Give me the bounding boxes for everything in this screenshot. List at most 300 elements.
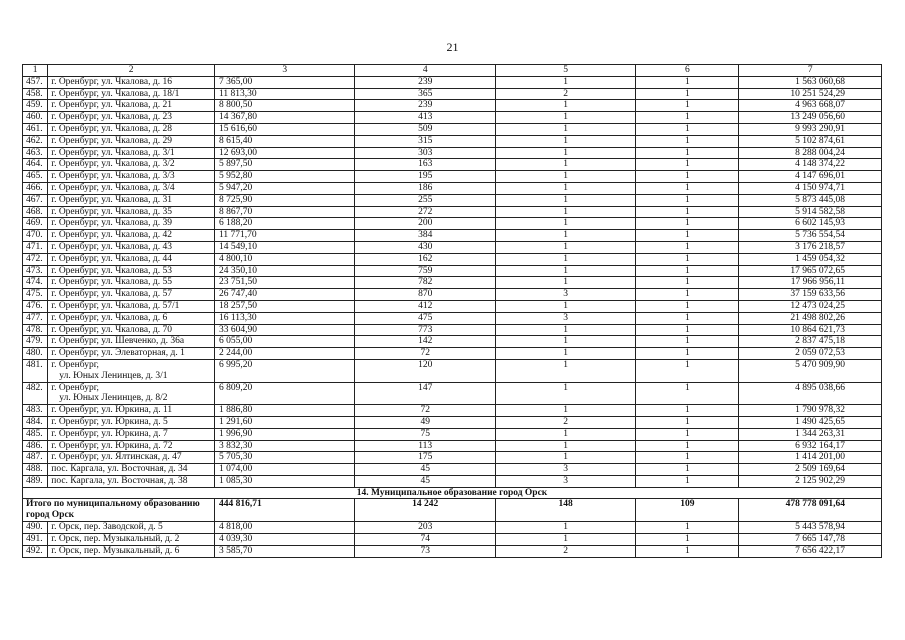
cell-col6: 1: [636, 300, 739, 312]
cell-col5: 2: [495, 416, 635, 428]
table-row: [23, 100, 882, 112]
cell-col5: 1: [495, 135, 635, 147]
row-number: 471.: [23, 241, 48, 253]
residents: 413: [355, 112, 495, 124]
cell-col5: 1: [495, 440, 635, 452]
address: пос. Каргала, ул. Восточная, д. 38: [48, 475, 215, 487]
table-row: [23, 416, 882, 428]
area: 6 995,20: [214, 359, 354, 382]
table-row: [23, 159, 882, 171]
address: г. Оренбург, ул. Элеваторная, д. 1: [48, 348, 215, 360]
residents: 175: [355, 452, 495, 464]
address: г. Оренбург, ул. Чкалова, д. 3/4: [48, 182, 215, 194]
area: 5 897,50: [214, 159, 354, 171]
address: г. Оренбург, ул. Чкалова, д. 35: [48, 206, 215, 218]
area: 5 952,80: [214, 171, 354, 183]
residents: 162: [355, 253, 495, 265]
row-number: 464.: [23, 159, 48, 171]
table-row: [23, 336, 882, 348]
cell-col6: 1: [636, 405, 739, 417]
address-line-2: ул. Юных Ленинцев, д. 3/1: [59, 370, 168, 381]
area: 7 365,00: [214, 76, 354, 88]
area: 2 244,00: [214, 348, 354, 360]
table-row: [23, 147, 882, 159]
row-number: 468.: [23, 206, 48, 218]
row-number: 477.: [23, 312, 48, 324]
row-number: 480.: [23, 348, 48, 360]
row-number: 461.: [23, 123, 48, 135]
header-col-3: 3: [214, 65, 354, 77]
row-number: 485.: [23, 428, 48, 440]
table-row: [23, 405, 882, 417]
cell-col5: 3: [495, 464, 635, 476]
cell-col5: 1: [495, 300, 635, 312]
cell-col6: 1: [636, 324, 739, 336]
residents: 255: [355, 194, 495, 206]
header-col-1: 1: [23, 65, 48, 77]
area: 4 039,30: [214, 534, 354, 546]
area: 4 818,00: [214, 522, 354, 534]
section-title: 14. Муниципальное образование город Орск: [23, 487, 882, 499]
row-number: 469.: [23, 218, 48, 230]
area: 15 616,60: [214, 123, 354, 135]
area: 14 367,80: [214, 112, 354, 124]
row-number: 472.: [23, 253, 48, 265]
cell-col6: 1: [636, 382, 739, 405]
cell-col5: 3: [495, 475, 635, 487]
area: 24 350,10: [214, 265, 354, 277]
cell-col5: 1: [495, 265, 635, 277]
table-row: [23, 546, 882, 558]
table-row: [23, 324, 882, 336]
residents: 365: [355, 88, 495, 100]
cell-col6: 1: [636, 336, 739, 348]
address: г. Орск, пер. Заводской, д. 5: [48, 522, 215, 534]
area: 8 800,50: [214, 100, 354, 112]
area: 4 800,10: [214, 253, 354, 265]
total-row: [23, 499, 882, 522]
cell-col6: 1: [636, 100, 739, 112]
row-number: 487.: [23, 452, 48, 464]
amount: 7 656 422,17: [739, 546, 882, 558]
total-amount: 478 778 091,64: [739, 499, 882, 522]
address: г. Оренбург, ул. Чкалова, д. 70: [48, 324, 215, 336]
amount: 2 509 169,64: [739, 464, 882, 476]
address: г. Оренбург, ул. Чкалова, д. 31: [48, 194, 215, 206]
cell-col5: 1: [495, 112, 635, 124]
cell-col5: 1: [495, 522, 635, 534]
area: 5 947,20: [214, 182, 354, 194]
amount: 2 125 902,29: [739, 475, 882, 487]
address: г. Оренбург, ул. Чкалова, д. 53: [48, 265, 215, 277]
residents: 163: [355, 159, 495, 171]
section-header-row: [23, 487, 882, 499]
residents: 782: [355, 277, 495, 289]
cell-col6: 1: [636, 277, 739, 289]
row-number: 479.: [23, 336, 48, 348]
address: г. Оренбург, ул. Чкалова, д. 3/3: [48, 171, 215, 183]
header-col-6: 6: [636, 65, 739, 77]
row-number: 460.: [23, 112, 48, 124]
amount: 17 965 072,65: [739, 265, 882, 277]
table-row: [23, 277, 882, 289]
table-row: [23, 382, 882, 405]
amount: 12 473 024,25: [739, 300, 882, 312]
amount: 5 736 554,54: [739, 230, 882, 242]
area: 23 751,50: [214, 277, 354, 289]
cell-col5: 1: [495, 123, 635, 135]
column-number-header: [23, 65, 882, 77]
cell-col5: 1: [495, 452, 635, 464]
address: г. Оренбург, ул. Чкалова, д. 28: [48, 123, 215, 135]
cell-col6: 1: [636, 171, 739, 183]
address: г. Оренбург, ул. Чкалова, д. 57: [48, 289, 215, 301]
amount: 5 914 582,58: [739, 206, 882, 218]
row-number: 492.: [23, 546, 48, 558]
cell-col5: 2: [495, 88, 635, 100]
address: г. Оренбург, ул. Юркина, д. 72: [48, 440, 215, 452]
row-number: 458.: [23, 88, 48, 100]
table-row: [23, 253, 882, 265]
cell-col6: 1: [636, 88, 739, 100]
amount: 4 150 974,71: [739, 182, 882, 194]
amount: 5 873 445,08: [739, 194, 882, 206]
residents: 315: [355, 135, 495, 147]
cell-col6: 1: [636, 534, 739, 546]
table-row: [23, 182, 882, 194]
cell-col6: 1: [636, 159, 739, 171]
row-number: 491.: [23, 534, 48, 546]
cell-col6: 1: [636, 135, 739, 147]
amount: 4 963 668,07: [739, 100, 882, 112]
cell-col5: 3: [495, 312, 635, 324]
table-row: [23, 475, 882, 487]
amount: 17 966 956,11: [739, 277, 882, 289]
amount: 21 498 802,26: [739, 312, 882, 324]
area: 11 813,30: [214, 88, 354, 100]
area: 8 615,40: [214, 135, 354, 147]
row-number: 462.: [23, 135, 48, 147]
cell-col6: 1: [636, 265, 739, 277]
residents: 239: [355, 76, 495, 88]
cell-col5: 1: [495, 277, 635, 289]
amount: 37 159 633,56: [739, 289, 882, 301]
area: 5 705,30: [214, 452, 354, 464]
area: 8 867,70: [214, 206, 354, 218]
cell-col6: 1: [636, 182, 739, 194]
residents: 74: [355, 534, 495, 546]
cell-col6: 1: [636, 546, 739, 558]
table-row: [23, 112, 882, 124]
area: 6 055,00: [214, 336, 354, 348]
residents: 73: [355, 546, 495, 558]
address: г. Орск, пер. Музыкальный, д. 2: [48, 534, 215, 546]
cell-col5: 1: [495, 206, 635, 218]
amount: 6 602 145,93: [739, 218, 882, 230]
row-number: 484.: [23, 416, 48, 428]
residents: 45: [355, 464, 495, 476]
amount: 1 490 425,65: [739, 416, 882, 428]
cell-col6: 1: [636, 206, 739, 218]
table-row: [23, 135, 882, 147]
address: г. Оренбург, ул. Чкалова, д. 29: [48, 135, 215, 147]
table-row: [23, 440, 882, 452]
address: г. Оренбург, ул. Юркина, д. 7: [48, 428, 215, 440]
amount: 10 251 524,29: [739, 88, 882, 100]
cell-col5: 1: [495, 147, 635, 159]
residents: 509: [355, 123, 495, 135]
amount: 4 147 696,01: [739, 171, 882, 183]
area: 18 257,50: [214, 300, 354, 312]
amount: 1 790 978,32: [739, 405, 882, 417]
cell-col5: 2: [495, 546, 635, 558]
cell-col5: 3: [495, 289, 635, 301]
cell-col6: 1: [636, 218, 739, 230]
amount: 9 993 290,91: [739, 123, 882, 135]
address: [48, 359, 215, 382]
residents: 72: [355, 348, 495, 360]
residents: 430: [355, 241, 495, 253]
row-number: 470.: [23, 230, 48, 242]
residents: 200: [355, 218, 495, 230]
area: 1 886,80: [214, 405, 354, 417]
cell-col5: 1: [495, 324, 635, 336]
area: 3 832,30: [214, 440, 354, 452]
table-row: [23, 300, 882, 312]
cell-col6: 1: [636, 76, 739, 88]
amount: 7 665 147,78: [739, 534, 882, 546]
area: 26 747,40: [214, 289, 354, 301]
row-number: 483.: [23, 405, 48, 417]
address: г. Оренбург, ул. Чкалова, д. 44: [48, 253, 215, 265]
cell-col5: 1: [495, 405, 635, 417]
residents: 45: [355, 475, 495, 487]
table-row: [23, 464, 882, 476]
address: г. Оренбург, ул. Чкалова, д. 23: [48, 112, 215, 124]
address: г. Оренбург, ул. Чкалова, д. 18/1: [48, 88, 215, 100]
cell-col5: 1: [495, 359, 635, 382]
row-number: 457.: [23, 76, 48, 88]
area: 8 725,90: [214, 194, 354, 206]
cell-col6: 1: [636, 475, 739, 487]
row-number: 459.: [23, 100, 48, 112]
residents: 120: [355, 359, 495, 382]
table-row: [23, 522, 882, 534]
area: 12 693,00: [214, 147, 354, 159]
amount: 3 176 218,57: [739, 241, 882, 253]
amount: 8 288 004,24: [739, 147, 882, 159]
address: г. Оренбург, ул. Шевченко, д. 36а: [48, 336, 215, 348]
address: г. Оренбург, ул. Ялтинская, д. 47: [48, 452, 215, 464]
address: г. Оренбург, ул. Чкалова, д. 21: [48, 100, 215, 112]
row-number: 466.: [23, 182, 48, 194]
area: 1 074,00: [214, 464, 354, 476]
total-area: 444 816,71: [214, 499, 354, 522]
area: 33 604,90: [214, 324, 354, 336]
cell-col6: 1: [636, 522, 739, 534]
amount: 2 837 475,18: [739, 336, 882, 348]
residents: 475: [355, 312, 495, 324]
residents: 113: [355, 440, 495, 452]
cell-col6: 1: [636, 147, 739, 159]
address-line-1: г. Оренбург,: [51, 382, 99, 393]
row-number: 482.: [23, 382, 48, 405]
cell-col6: 1: [636, 289, 739, 301]
cell-col6: 1: [636, 112, 739, 124]
cell-col6: 1: [636, 464, 739, 476]
amount: 10 864 621,73: [739, 324, 882, 336]
row-number: 481.: [23, 359, 48, 382]
cell-col6: 1: [636, 241, 739, 253]
header-col-2: 2: [48, 65, 215, 77]
address: пос. Каргала, ул. Восточная, д. 34: [48, 464, 215, 476]
residents: 303: [355, 147, 495, 159]
address: г. Оренбург, ул. Чкалова, д. 57/1: [48, 300, 215, 312]
amount: 1 459 054,32: [739, 253, 882, 265]
row-number: 488.: [23, 464, 48, 476]
amount: 1 344 263,31: [739, 428, 882, 440]
address: г. Оренбург, ул. Чкалова, д. 43: [48, 241, 215, 253]
table-row: [23, 171, 882, 183]
row-number: 476.: [23, 300, 48, 312]
address: [48, 382, 215, 405]
address: г. Оренбург, ул. Чкалова, д. 6: [48, 312, 215, 324]
table-row: [23, 241, 882, 253]
cell-col5: 1: [495, 534, 635, 546]
address: г. Оренбург, ул. Юркина, д. 11: [48, 405, 215, 417]
cell-col5: 1: [495, 100, 635, 112]
area: 1 996,90: [214, 428, 354, 440]
total-col5: 148: [495, 499, 635, 522]
cell-col5: 1: [495, 382, 635, 405]
page-number: 21: [446, 40, 459, 54]
housing-register-table: [22, 64, 882, 558]
row-number: 463.: [23, 147, 48, 159]
cell-col6: 1: [636, 123, 739, 135]
table-row: [23, 123, 882, 135]
row-number: 467.: [23, 194, 48, 206]
amount: 1 414 201,00: [739, 452, 882, 464]
row-number: 478.: [23, 324, 48, 336]
residents: 773: [355, 324, 495, 336]
table-row: [23, 194, 882, 206]
table-row: [23, 428, 882, 440]
table-row: [23, 312, 882, 324]
residents: 384: [355, 230, 495, 242]
residents: 870: [355, 289, 495, 301]
cell-col5: 1: [495, 336, 635, 348]
row-number: 473.: [23, 265, 48, 277]
header-col-5: 5: [495, 65, 635, 77]
cell-col5: 1: [495, 76, 635, 88]
row-number: 486.: [23, 440, 48, 452]
amount: 2 059 072,53: [739, 348, 882, 360]
cell-col6: 1: [636, 416, 739, 428]
area: 6 809,20: [214, 382, 354, 405]
address-line-2: ул. Юных Ленинцев, д. 8/2: [59, 393, 168, 404]
area: 11 771,70: [214, 230, 354, 242]
cell-col6: 1: [636, 194, 739, 206]
table-row: [23, 230, 882, 242]
amount: 4 895 038,66: [739, 382, 882, 405]
residents: 142: [355, 336, 495, 348]
total-residents: 14 242: [355, 499, 495, 522]
residents: 75: [355, 428, 495, 440]
table-row: [23, 452, 882, 464]
address: г. Орск, пер. Музыкальный, д. 6: [48, 546, 215, 558]
residents: 72: [355, 405, 495, 417]
table-row: [23, 218, 882, 230]
row-number: 475.: [23, 289, 48, 301]
table-row: [23, 88, 882, 100]
cell-col5: 1: [495, 348, 635, 360]
cell-col6: 1: [636, 440, 739, 452]
address: г. Оренбург, ул. Чкалова, д. 42: [48, 230, 215, 242]
cell-col5: 1: [495, 230, 635, 242]
cell-col5: 1: [495, 194, 635, 206]
address: г. Оренбург, ул. Чкалова, д. 39: [48, 218, 215, 230]
address: г. Оренбург, ул. Чкалова, д. 3/2: [48, 159, 215, 171]
table-row: [23, 265, 882, 277]
area: 1 085,30: [214, 475, 354, 487]
cell-col5: 1: [495, 159, 635, 171]
table-row: [23, 289, 882, 301]
cell-col6: 1: [636, 312, 739, 324]
residents: 203: [355, 522, 495, 534]
cell-col5: 1: [495, 253, 635, 265]
address-line-1: г. Оренбург,: [51, 359, 99, 370]
total-col6: 109: [636, 499, 739, 522]
area: 3 585,70: [214, 546, 354, 558]
total-label: Итого по муниципальному образованию город Орск: [23, 499, 215, 522]
amount: 5 443 578,94: [739, 522, 882, 534]
cell-col6: 1: [636, 359, 739, 382]
amount: 13 249 056,60: [739, 112, 882, 124]
row-number: 489.: [23, 475, 48, 487]
header-col-7: 7: [739, 65, 882, 77]
amount: 1 563 060,68: [739, 76, 882, 88]
residents: 195: [355, 171, 495, 183]
table-row: [23, 206, 882, 218]
cell-col5: 1: [495, 182, 635, 194]
address: г. Оренбург, ул. Чкалова, д. 3/1: [48, 147, 215, 159]
residents: 49: [355, 416, 495, 428]
cell-col5: 1: [495, 428, 635, 440]
cell-col5: 1: [495, 171, 635, 183]
amount: 5 470 909,90: [739, 359, 882, 382]
residents: 239: [355, 100, 495, 112]
residents: 147: [355, 382, 495, 405]
amount: 6 932 164,17: [739, 440, 882, 452]
residents: 186: [355, 182, 495, 194]
amount: 4 148 374,22: [739, 159, 882, 171]
area: 1 291,60: [214, 416, 354, 428]
table-row: [23, 534, 882, 546]
row-number: 474.: [23, 277, 48, 289]
row-number: 490.: [23, 522, 48, 534]
address: г. Оренбург, ул. Чкалова, д. 55: [48, 277, 215, 289]
table-row: [23, 359, 882, 382]
area: 16 113,30: [214, 312, 354, 324]
cell-col6: 1: [636, 452, 739, 464]
header-col-4: 4: [355, 65, 495, 77]
cell-col6: 1: [636, 428, 739, 440]
table-row: [23, 348, 882, 360]
address: г. Оренбург, ул. Чкалова, д. 16: [48, 76, 215, 88]
cell-col6: 1: [636, 348, 739, 360]
area: 6 188,20: [214, 218, 354, 230]
cell-col6: 1: [636, 230, 739, 242]
